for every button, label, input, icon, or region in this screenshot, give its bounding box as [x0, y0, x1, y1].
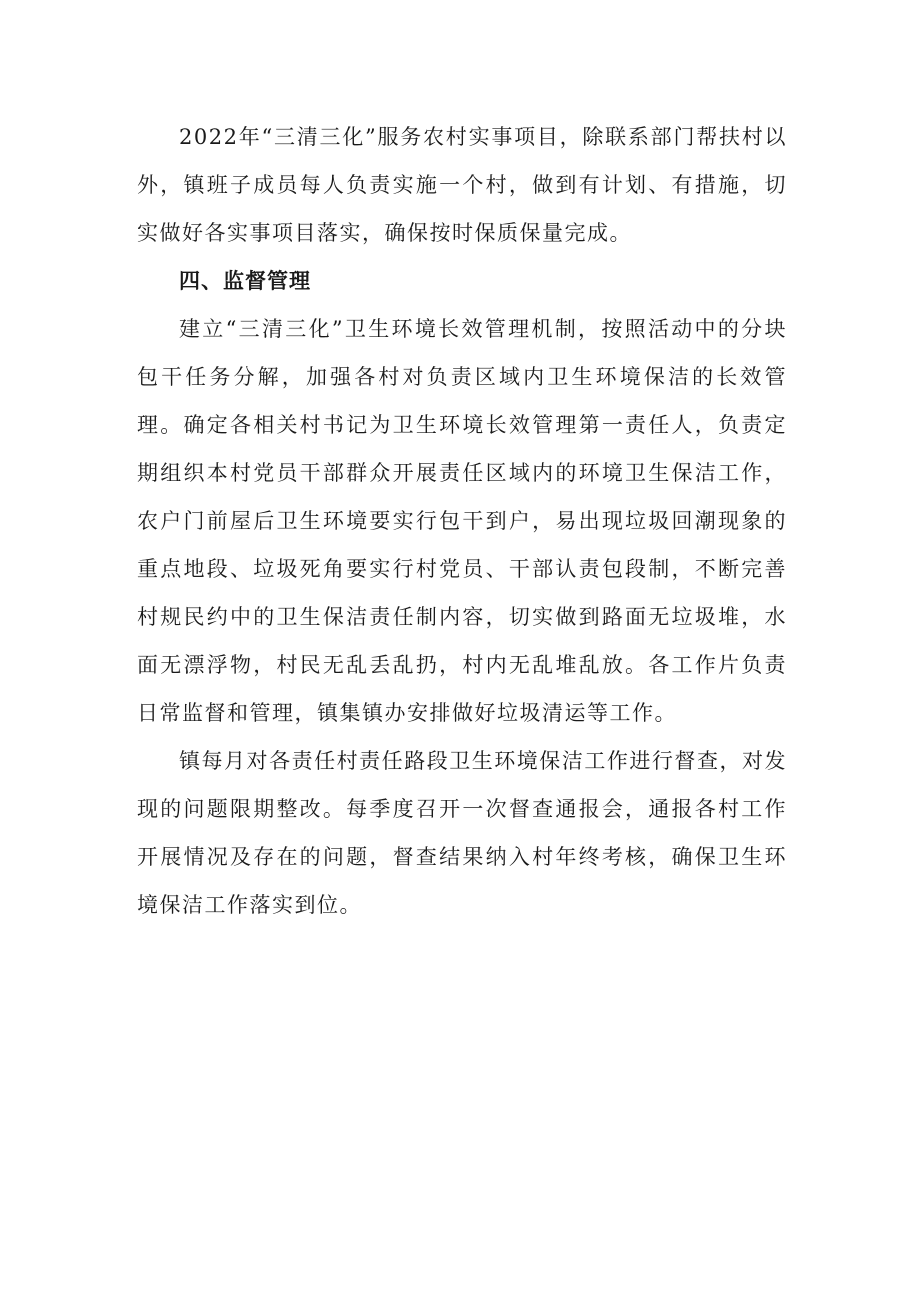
- paragraph-inspection: 镇每月对各责任村责任路段卫生环境保洁工作进行督查，对发现的问题限期整改。每季度召开一次督查通报会，通报各村工作开展情况及存在的问题，督查结果纳入村年终考核，确保卫生环境保洁工作落实到位。: [137, 749, 787, 917]
- paragraph-implementation: 2022年“三清三化”服务农村实事项目，除联系部门帮扶村以外，镇班子成员每人负责实施一个村，做到有计划、有措施，切实做好各实事项目落实，确保按时保质保量完成。: [137, 125, 787, 245]
- section-heading: 四、监督管理: [179, 269, 311, 293]
- paragraph-management-mechanism: 建立“三清三化”卫生环境长效管理机制，按照活动中的分块包干任务分解，加强各村对负责区域内卫生环境保洁的长效管理。确定各相关村书记为卫生环境长效管理第一责任人，负责定期组织本村党员干部群众开展责任区域内的环境卫生保洁工作，农户门前屋后卫生环境要实行包干到户，易出现垃圾回潮现象的重点地段、垃圾死角要实行村党员、干部认责包段制，不断完善村规民约中的卫生保洁责任制内容，切实做到路面无垃圾堆，水面无漂浮物，村民无乱丢乱扔，村内无乱堆乱放。各工作片负责日常监督和管理，镇集镇办安排做好垃圾清运等工作。: [137, 317, 787, 725]
- document-body: [137, 113, 787, 929]
